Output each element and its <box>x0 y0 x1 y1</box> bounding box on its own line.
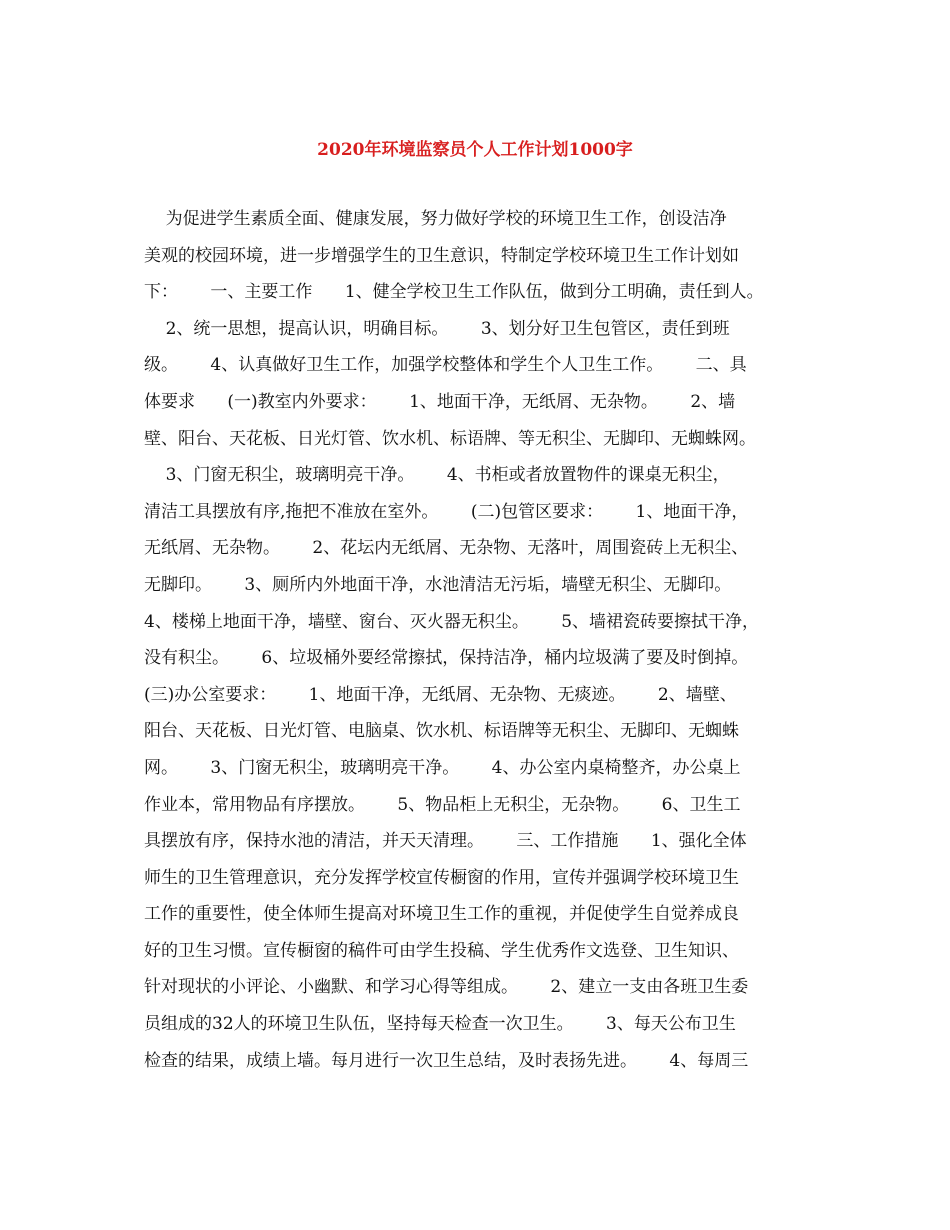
body-line: 好的卫生习惯。宣传橱窗的稿件可由学生投稿、学生优秀作文选登、卫生知识、 <box>144 940 739 961</box>
body-line: 具摆放有序，保持水池的清洁，并天天清理。 三、工作措施 1、强化全体 <box>144 831 747 852</box>
body-line: 没有积尘。 6、垃圾桶外要经常擦拭，保持洁净，桶内垃圾满了要及时倒掉。 <box>144 648 749 669</box>
body-line: 清洁工具摆放有序,拖把不准放在室外。 (二)包管区要求： 1、地面干净， <box>144 501 749 522</box>
body-line: 员组成的32人的环境卫生队伍，坚持每天检查一次卫生。 3、每天公布卫生 <box>144 1014 736 1035</box>
body-line: 无纸屑、无杂物。 2、花坛内无纸屑、无杂物、无落叶，周围瓷砖上无积尘、 <box>144 538 749 559</box>
body-line: 2、统一思想，提高认识，明确目标。 3、划分好卫生包管区，责任到班 <box>144 318 730 339</box>
body-line: 体要求 (一)教室内外要求： 1、地面干净，无纸屑、无杂物。 2、墙 <box>144 391 736 412</box>
body-line: (三)办公室要求： 1、地面干净，无纸屑、无杂物、无痰迹。 2、墙壁、 <box>144 684 737 705</box>
body-line: 师生的卫生管理意识，充分发挥学校宣传橱窗的作用，宣传并强调学校环境卫生 <box>144 867 739 888</box>
body-line: 阳台、天花板、日光灯管、电脑桌、饮水机、标语牌等无积尘、无脚印、无蜘蛛 <box>144 721 739 742</box>
body-line: 壁、阳台、天花板、日光灯管、饮水机、标语牌、等无积尘、无脚印、无蜘蛛网。 <box>144 428 756 449</box>
body-line: 3、门窗无积尘，玻璃明亮干净。 4、书柜或者放置物件的课桌无积尘， <box>144 465 730 486</box>
body-line: 工作的重要性，使全体师生提高对环境卫生工作的重视，并促使学生自觉养成良 <box>144 904 739 925</box>
body-line: 4、楼梯上地面干净，墙壁、窗台、灭火器无积尘。 5、墙裙瓷砖要擦拭干净， <box>144 611 760 632</box>
body-line: 无脚印。 3、厕所内外地面干净，水池清洁无污垢，墙壁无积尘、无脚印。 <box>144 574 732 595</box>
body-line: 检查的结果，成绩上墙。每月进行一次卫生总结，及时表扬先进。 4、每周三 <box>144 1050 749 1071</box>
body-line: 针对现状的小评论、小幽默、和学习心得等组成。 2、建立一支由各班卫生委 <box>144 977 749 998</box>
body-line: 级。 4、认真做好卫生工作，加强学校整体和学生个人卫生工作。 二、具 <box>144 355 747 376</box>
document-title: 2020年环境监察员个人工作计划1000字 <box>317 140 633 160</box>
body-line: 为促进学生素质全面、健康发展，努力做好学校的环境卫生工作，创设洁净 <box>144 209 727 229</box>
body-line: 下： 一、主要工作 1、健全学校卫生工作队伍，做到分工明确，责任到人。 <box>144 282 764 303</box>
document-body <box>144 201 824 1079</box>
body-line: 作业本，常用物品有序摆放。 5、物品柜上无积尘，无杂物。 6、卫生工 <box>144 794 741 815</box>
body-line: 网。 3、门窗无积尘，玻璃明亮干净。 4、办公室内桌椅整齐，办公桌上 <box>144 757 741 778</box>
body-line: 美观的校园环境，进一步增强学生的卫生意识，特制定学校环境卫生工作计划如 <box>144 245 739 266</box>
